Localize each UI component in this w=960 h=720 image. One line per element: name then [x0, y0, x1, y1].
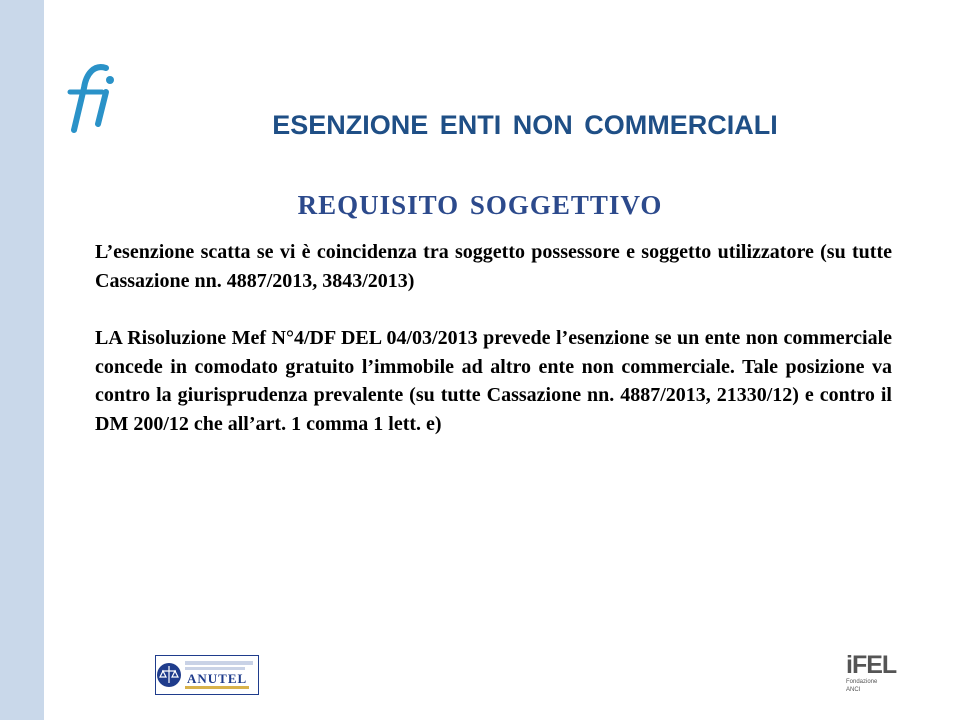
anutel-logo: [155, 655, 259, 695]
slide-title: ESENZIONE ENTI NON COMMERCIALI: [272, 110, 778, 140]
paragraph-1: L’esenzione scatta se vi è coincidenza tra soggetto possessore e soggetto utilizzatore (su tutte Cassazione nn. 4887/2013, 3843/2013): [95, 241, 892, 292]
ifel-subtitle: Fondazione ANCI: [846, 679, 878, 693]
slide-body: [95, 238, 892, 438]
ifel-wordmark: iFEL: [846, 651, 897, 679]
ifel-logo: [846, 651, 897, 698]
paragraph-2: LA Risoluzione Mef N°4/DF DEL 04/03/2013 prevede l’esenzione se un ente non commerciale concede in comodato gratuito l’immobile ad altro ente non commerciale. Tale posizione va contro la giurisprudenza prevalente (su tutte Cassazione nn. 4887/2013, 21330/12) e contro il DM 200/12 che all’art. 1 comma 1 lett. e): [95, 327, 892, 435]
left-decorative-band: [0, 0, 44, 720]
slide-subtitle: REQUISITO SOGGETTIVO: [297, 190, 663, 220]
anutel-wordmark: ANUTEL: [187, 671, 248, 686]
